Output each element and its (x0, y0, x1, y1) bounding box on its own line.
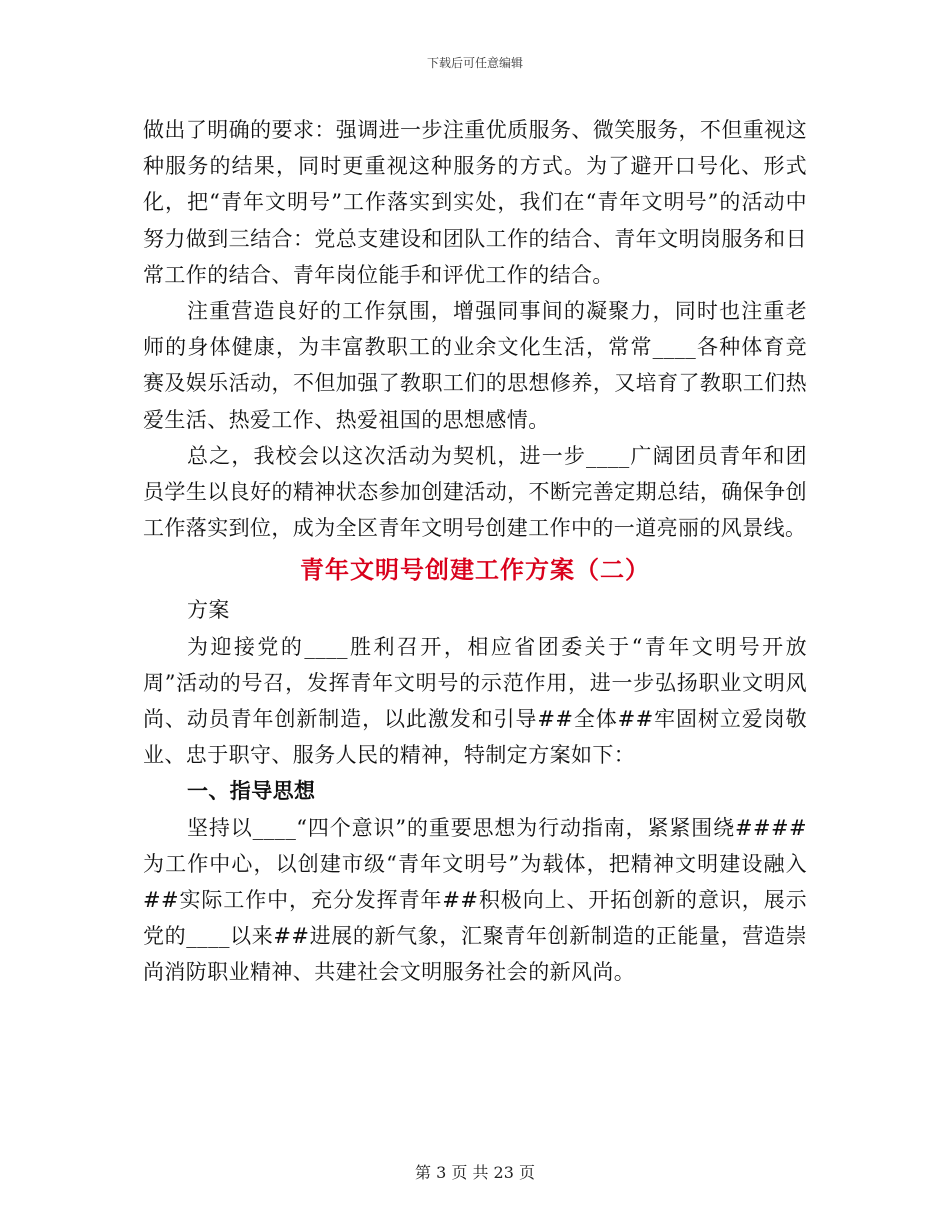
paragraph-requirements: 做出了明确的要求：强调进一步注重优质服务、微笑服务，不但重视这种服务的结果，同时更重视这种服务的方式。为了避开口号化、形式化，把“青年文明号”工作落实到实处，我们在“青年文明号”的活动中努力做到三结合：党总支建设和团队工作的结合、青年文明岗服务和日常工作的结合、青年岗位能手和评优工作的结合。 (143, 118, 807, 287)
subheading-guiding-ideology: 一、指导思想 (187, 778, 316, 804)
paragraph-plan-intro: 为迎接党的____胜利召开，相应省团委关于“青年文明号开放周”活动的号召，发挥青年文明号的示范作用，进一步弘扬职业文明风尚、动员青年创新制造，以此激发和引导##全体##牢固树立爱岗敬业、忠于职守、服务人民的精神，特制定方案如下： (143, 634, 807, 768)
document-body (143, 112, 807, 991)
section-title: 青年文明号创建工作方案（二） (300, 555, 650, 585)
paragraph-conclusion: 总之，我校会以这次活动为契机，进一步____广阔团员青年和团员学生以良好的精神状态参加创建活动，不断完善定期总结，确保争创工作落实到位，成为全区青年文明号创建工作中的一道亮丽的风景线。 (143, 443, 807, 541)
page-number: 第 3 页 共 23 页 (415, 1163, 535, 1182)
page-header: 下载后可任意编辑 (426, 56, 523, 70)
paragraph-work-atmosphere: 注重营造良好的工作氛围，增强同事间的凝聚力，同时也注重老师的身体健康，为丰富教职工的业余文化生活，常常____各种体育竞赛及娱乐活动，不但加强了教职工们的思想修养，又培育了教职工们热爱生活、热爱工作、热爱祖国的思想感情。 (143, 299, 807, 432)
paragraph-guiding-ideology: 坚持以____“四个意识”的重要思想为行动指南，紧紧围绕####为工作中心，以创建市级“青年文明号”为载体，把精神文明建设融入##实际工作中，充分发挥青年##积极向上、开拓创新的意识，展示党的____以来##进展的新气象，汇聚青年创新制造的正能量，营造崇尚消防职业精神、共建社会文明服务社会的新风尚。 (143, 815, 807, 985)
label-plan: 方案 (187, 598, 230, 623)
